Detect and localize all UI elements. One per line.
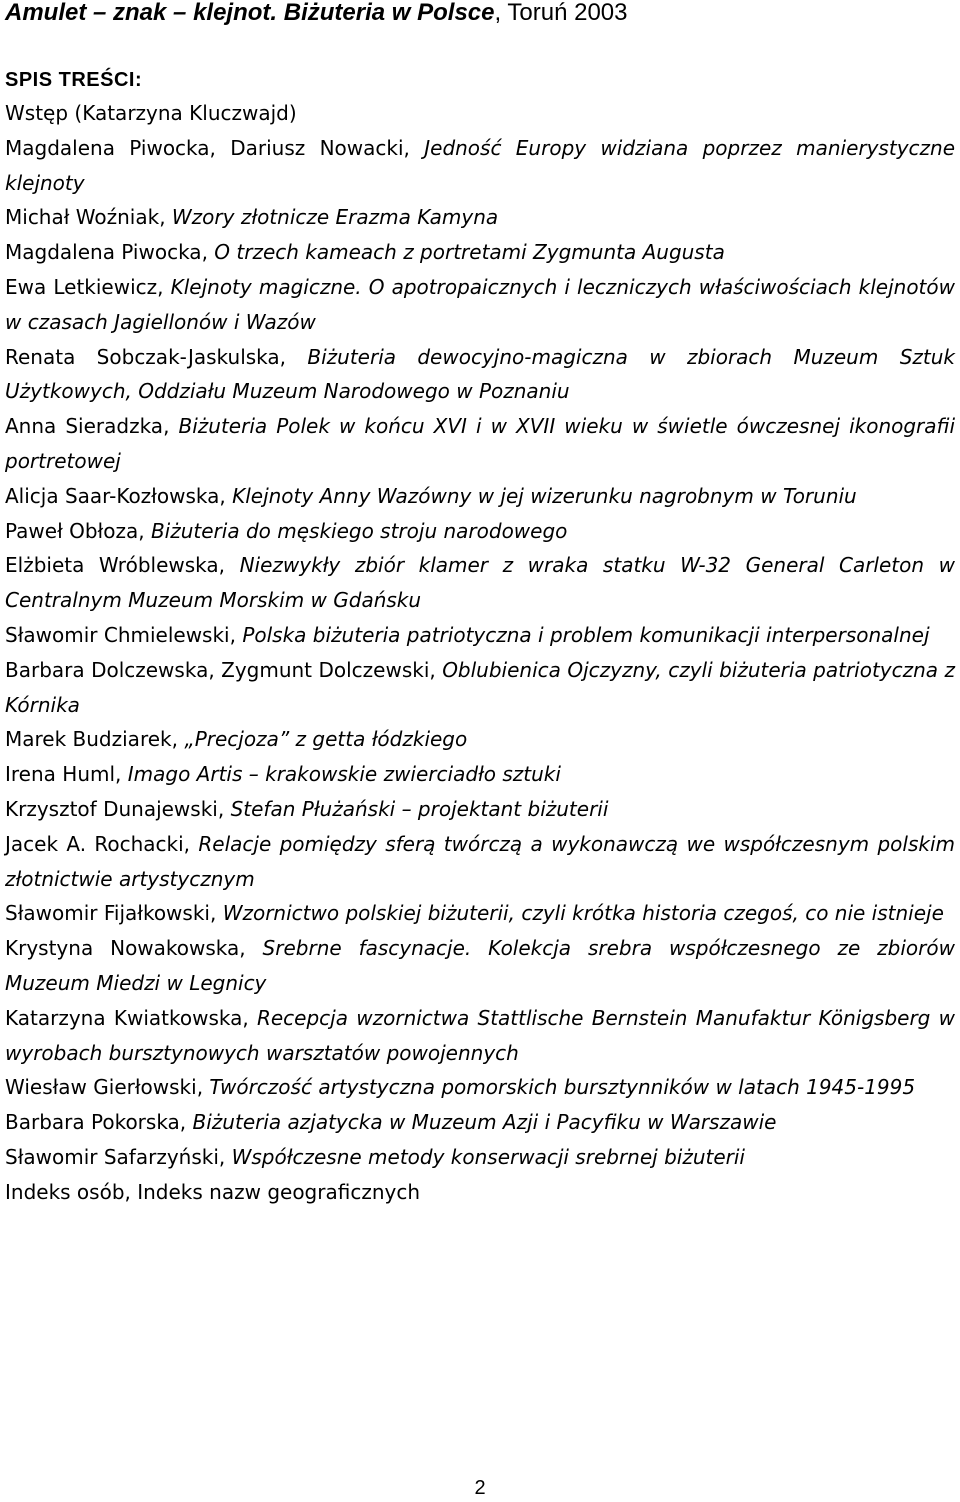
toc-entry-title: Relacje pomiędzy sferą twórczą a wykonawczą we współczesnym polskim złotnictwie artystycznym [5,831,955,891]
toc-entry-title: O trzech kameach z portretami Zygmunta Augusta [214,240,725,265]
toc-entry-title: Wzory złotnicze Erazma Kamyna [171,205,499,230]
toc-entry [5,931,955,1001]
toc-heading: SPIS TREŚCI: [5,69,143,91]
document-page [5,0,955,1210]
toc-entry-author: Indeks osób, Indeks nazw geograficznych [5,1179,420,1204]
document-title-place-year: , Toruń 2003 [494,0,628,26]
toc-entry [5,827,955,897]
toc-entry-author: Wiesław Gierłowski, [5,1075,210,1100]
toc-entry-title: Klejnoty magiczne. O apotropaicznych i leczniczych właściwościach klejnotów w czasach Jagiellonów i Wazów [5,274,955,334]
toc-entry-title: Współczesne metody konserwacji srebrnej biżuterii [231,1144,745,1169]
toc-entry-title: Jedność Europy widziana poprzez manierystyczne klejnoty [5,135,955,195]
toc-entry [5,514,955,549]
toc-entry-title: Oblubienica Ojczyzny, czyli biżuteria patriotyczna z Kórnika [5,657,955,717]
toc-entry-author: Sławomir Safarzyński, [5,1144,232,1169]
document-title [5,0,955,26]
toc-entry-author: Marek Budziarek, [5,727,185,752]
toc-entry-author: Paweł Obłoza, [5,518,151,543]
page-number: 2 [474,1477,486,1499]
toc-entry-title: Klejnoty Anny Wazówny w jej wizerunku nagrobnym w Toruniu [232,483,857,508]
toc-entry-author: Irena Huml, [5,762,128,787]
toc-entry-author: Barbara Dolczewska, Zygmunt Dolczewski, [5,657,443,682]
toc-entry-author: Sławomir Chmielewski, [5,622,243,647]
toc-entry-title: Polska biżuteria patriotyczna i problem komunikacji interpersonalnej [242,622,930,647]
toc-entry-title: Twórczość artystyczna pomorskich bursztynników w latach 1945-1995 [209,1075,916,1100]
toc-entry [5,1140,955,1175]
toc-entry [5,653,955,723]
toc-entry-author: Magdalena Piwocka, Dariusz Nowacki, [5,135,425,160]
toc-entry-author: Krzysztof Dunajewski, [5,796,231,821]
toc-entry-author: Renata Sobczak-Jaskulska, [5,344,308,369]
toc-entry-title: Biżuteria dewocyjno-magiczna w zbiorach Muzeum Sztuk Użytkowych, Oddziału Muzeum Narodowego w Poznaniu [5,344,955,404]
toc-entry [5,96,955,131]
toc-entry-author: Anna Sieradzka, [5,414,179,439]
toc-entry [5,1105,955,1140]
document-title-italic: Amulet – znak – klejnot. Biżuteria w Polsce [5,0,495,26]
toc-entry [5,896,955,931]
toc-entry-title: Stefan Płużański – projektant biżuterii [230,796,609,821]
toc-entry-title: Imago Artis – krakowskie zwierciadło sztuki [127,762,561,787]
toc-entry-title: Biżuteria azjatycka w Muzeum Azji i Pacyfiku w Warszawie [192,1110,777,1135]
toc-entry-author: Magdalena Piwocka, [5,240,215,265]
toc-entry [5,479,955,514]
toc-entry-author: Krystyna Nowakowska, [5,936,263,961]
toc-entry-title: Wzornictwo polskiej biżuterii, czyli krótka historia czegoś, co nie istnieje [222,901,944,926]
toc-entry-author: Elżbieta Wróblewska, [5,553,240,578]
toc-entry [5,1070,955,1105]
toc-entry-author: Jacek A. Rochacki, [5,831,199,856]
toc-entry [5,548,955,618]
toc-entry-title: Biżuteria do męskiego stroju narodowego [150,518,568,543]
toc-entry-author: Katarzyna Kwiatkowska, [5,1005,257,1030]
toc-entry-author: Barbara Pokorska, [5,1110,193,1135]
toc-entry [5,270,955,340]
toc-entry-title: Srebrne fascynacje. Kolekcja srebra współczesnego ze zbiorów Muzeum Miedzi w Legnicy [5,936,955,995]
toc-list [5,96,955,1210]
toc-entry [5,131,955,201]
toc-entry-author: Wstęp (Katarzyna Kluczwajd) [5,101,297,125]
toc-entry-title: Biżuteria Polek w końcu XVI i w XVII wieku w świetle ówczesnej ikonografii portretowej [5,414,956,473]
toc-entry-title: „Precjoza” z getta łódzkiego [184,727,468,752]
toc-entry [5,340,955,410]
toc-entry [5,409,955,479]
toc-entry-title: Recepcja wzornictwa Stattlische Bernstein Manufaktur Königsberg w wyrobach bursztynowych warsztatów powojennych [5,1005,955,1065]
toc-entry-author: Alicja Saar-Kozłowska, [5,483,233,508]
toc-entry-author: Michał Woźniak, [5,205,172,230]
toc-entry [5,235,955,270]
toc-entry [5,722,955,757]
toc-entry [5,618,955,653]
toc-entry [5,200,955,235]
toc-entry [5,1001,955,1071]
toc-entry [5,757,955,792]
toc-entry-author: Ewa Letkiewicz, [5,274,171,299]
toc-entry [5,1175,955,1210]
toc-entry-title: Niezwykły zbiór klamer z wraka statku W-32 General Carleton w Centralnym Muzeum Morskim w Gdańsku [5,553,955,613]
toc-entry [5,792,955,827]
toc-entry-author: Sławomir Fijałkowski, [5,901,223,926]
